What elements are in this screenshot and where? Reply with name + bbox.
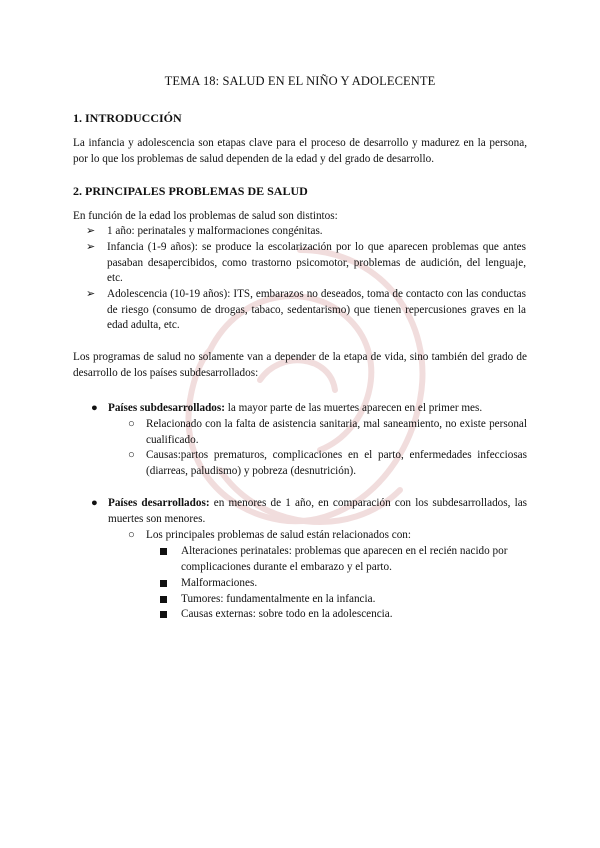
list-item-text: Los principales problemas de salud están relacionados con: bbox=[146, 529, 411, 541]
section-heading-introduccion: 1. INTRODUCCIÓN bbox=[73, 111, 182, 125]
list-item-text bbox=[108, 496, 527, 527]
list-item-text: Infancia (1-9 años): se produce la escolarización por lo que aparecen problemas que antes pasaban desapercibidos, como trastorno psicomotor, problemas de audición, del lenguaje, etc. bbox=[107, 241, 526, 285]
label-desarrollados: Países desarrollados: bbox=[108, 497, 210, 509]
label-subdesarrollados: Países subdesarrollados: bbox=[108, 402, 225, 414]
list-item-text bbox=[108, 401, 527, 417]
section-heading-problemas: 2. PRINCIPALES PROBLEMAS DE SALUD bbox=[73, 184, 308, 198]
list-item-text: Malformaciones. bbox=[181, 577, 258, 589]
programs-paragraph: Los programas de salud no solamente van a depender de la etapa de vida, sino también del grado de desarrollo de los países subdesarrollados: bbox=[73, 351, 527, 379]
circle-bullet-icon: ○ bbox=[128, 418, 135, 430]
list-item-text: Causas externas: sobre todo en la adolescencia. bbox=[181, 608, 393, 620]
bullet-dot-icon: ● bbox=[91, 402, 98, 414]
list-item-text: 1 año: perinatales y malformaciones congénitas. bbox=[107, 225, 323, 237]
square-bullet-icon bbox=[160, 611, 167, 618]
circle-bullet-icon: ○ bbox=[128, 449, 135, 461]
age-intro-text: En función de la edad los problemas de salud son distintos: bbox=[73, 210, 338, 222]
list-item-text: Alteraciones perinatales: problemas que aparecen en el recién nacido por complicaciones durante el embarazo y el parto. bbox=[181, 545, 508, 573]
list-item-text: Tumores: fundamentalmente en la infancia. bbox=[181, 593, 376, 605]
subdesarrollados-text: la mayor parte de las muertes aparecen en el primer mes. bbox=[224, 402, 483, 414]
arrow-bullet-icon: ➢ bbox=[86, 288, 96, 300]
list-item-text: Causas:partos prematuros, complicaciones en el parto, enfermedades infecciosas (diarreas, paludismo) y pobreza (desnutrición). bbox=[146, 449, 527, 477]
page-title: TEMA 18: SALUD EN EL NIÑO Y ADOLECENTE bbox=[164, 74, 436, 88]
arrow-bullet-icon: ➢ bbox=[86, 241, 96, 253]
list-item-text: Adolescencia (10-19 años): ITS, embarazos no deseados, toma de contacto con las conductas de riesgo (consumo de drogas, tabaco, sedentarismo) que tienen repercusiones graves en la edad adulta, etc. bbox=[107, 288, 526, 332]
circle-bullet-icon: ○ bbox=[128, 529, 135, 541]
square-bullet-icon bbox=[160, 580, 167, 587]
list-item-text: Relacionado con la falta de asistencia sanitaria, mal saneamiento, no existe personal cualificado. bbox=[146, 418, 527, 446]
desarrollados-text: en menores de 1 año, en comparación con los subdesarrollados, las muertes son menores. bbox=[108, 497, 528, 525]
square-bullet-icon bbox=[160, 596, 167, 603]
bullet-dot-icon: ● bbox=[91, 497, 98, 509]
square-bullet-icon bbox=[160, 548, 167, 555]
intro-paragraph: La infancia y adolescencia son etapas clave para el proceso de desarrollo y madurez en la persona, por lo que los problemas de salud dependen de la edad y del grado de desarrollo. bbox=[73, 137, 527, 165]
arrow-bullet-icon: ➢ bbox=[86, 225, 96, 237]
